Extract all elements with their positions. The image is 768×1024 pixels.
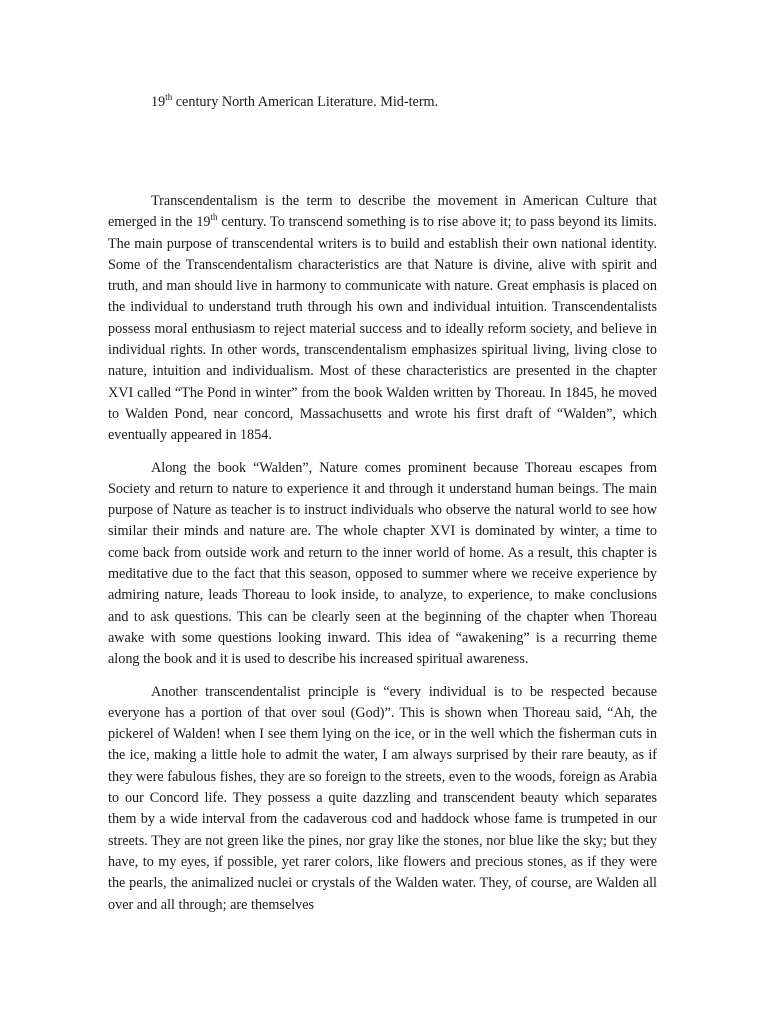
paragraph-1-text-a: Transcendentalism is the term to describe the movement in American Culture that emerged in the 19 [108, 193, 657, 231]
paragraph-1-text-b: century. To transcend something is to rise above it; to pass beyond its limits. The main purpose of transcendental writers is to build and establish their own national identity. Some of the Transcendentalism characteristics are that Nature is divine, alive with spirit and truth, and man should live in harmony to communicate with nature. Great emphasis is placed on the individual to understand truth through his own and individual intuition. Transcendentalists possess moral enthusiasm to reject material success and to ideally reform society, and believe in individual rights. In other words, transcendentalism emphasizes spiritual living, living close to nature, intuition and individualism. Most of these characteristics are presented in the chapter XVI called “The Pond in winter” from the book Walden written by Thoreau. In 1845, he moved to Walden Pond, near concord, Massachusetts and wrote his first draft of “Walden”, which eventually appeared in 1854. [108, 214, 657, 444]
heading-superscript: th [165, 92, 173, 102]
paragraph-2: Along the book “Walden”, Nature comes prominent because Thoreau escapes from Society and return to nature to experience it and through it understand human beings. The main purpose of Nature as teacher is to instruct individuals who observe the natural world to see how similar their minds and nature are. The whole chapter XVI is dominated by winter, a time to come back from outside work and return to the inner world of home. As a result, this chapter is meditative due to the fact that this season, opposed to summer where we receive experience by admiring nature, leads Thoreau to look inside, to analyze, to experience, to make conclusions and to ask questions. This can be clearly seen at the beginning of the chapter when Thoreau awake with some questions looking inward. This idea of “awakening” is a recurring theme along the book and it is used to describe his increased spiritual awareness. [108, 459, 657, 668]
heading-text: century North American Literature. Mid-term. [172, 94, 439, 110]
heading-number: 19 [151, 94, 166, 110]
paragraph-3: Another transcendentalist principle is “every individual is to be respected because everyone has a portion of that over soul (God)”. This is shown when Thoreau said, “Ah, the pickerel of Walden! when I see them lying on the ice, or in the well which the fisherman cuts in the ice, making a little hole to admit the water, I am always surprised by their rare beauty, as if they were fabulous fishes, they are so foreign to the streets, even to the woods, foreign as Arabia to our Concord life. They possess a quite dazzling and transcendent beauty which separates them by a wide interval from the cadaverous cod and haddock whose fame is trumpeted in our streets. They are not green like the pines, nor gray like the stones, nor blue like the sky; but they have, to my eyes, if possible, yet rarer colors, like flowers and precious stones, as if they were the pearls, the animalized nuclei or crystals of the Walden water. They, of course, are Walden all over and all through; are themselves [108, 683, 657, 913]
document-body [108, 191, 657, 927]
paragraph-1 [108, 191, 657, 447]
paragraph-1-superscript: th [210, 212, 218, 223]
document-heading [151, 92, 438, 112]
